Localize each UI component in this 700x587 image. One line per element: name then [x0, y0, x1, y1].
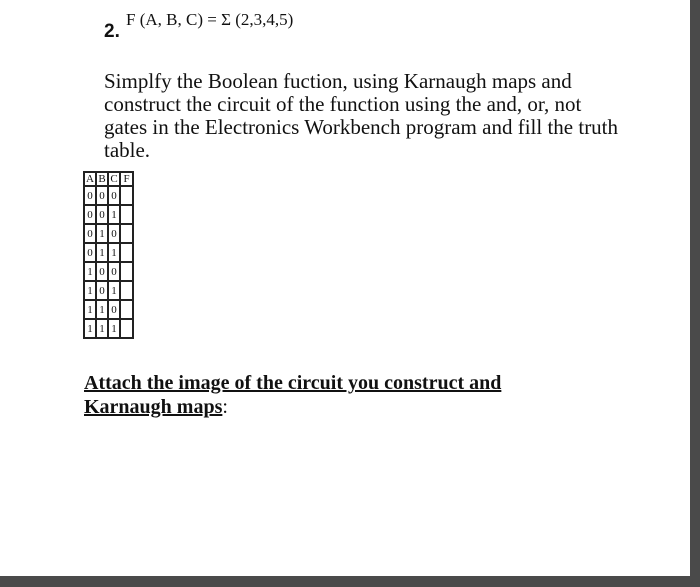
truth-table-header-row [84, 172, 133, 186]
cell-b: 1 [96, 224, 108, 243]
cell-a: 0 [84, 243, 96, 262]
cell-b: 1 [96, 300, 108, 319]
cell-a: 1 [84, 300, 96, 319]
cell-a: 0 [84, 186, 96, 205]
page-right-border [690, 0, 700, 587]
cell-f[interactable] [120, 224, 133, 243]
cell-f[interactable] [120, 205, 133, 224]
cell-c: 0 [108, 300, 120, 319]
question-number: 2. [104, 21, 120, 42]
table-row [84, 205, 133, 224]
table-row [84, 300, 133, 319]
cell-b: 1 [96, 243, 108, 262]
header-b: B [96, 172, 108, 186]
header-a: A [84, 172, 96, 186]
cell-b: 0 [96, 281, 108, 300]
attach-instruction-colon: : [222, 396, 228, 418]
table-row [84, 243, 133, 262]
table-row [84, 262, 133, 281]
cell-f[interactable] [120, 186, 133, 205]
cell-c: 0 [108, 262, 120, 281]
table-row [84, 281, 133, 300]
header-c: C [108, 172, 120, 186]
cell-b: 1 [96, 319, 108, 338]
cell-a: 0 [84, 205, 96, 224]
cell-b: 0 [96, 186, 108, 205]
attach-instruction [84, 371, 584, 419]
cell-c: 0 [108, 224, 120, 243]
cell-c: 1 [108, 205, 120, 224]
cell-a: 1 [84, 262, 96, 281]
question-instructions: Simplfy the Boolean fuction, using Karnaugh maps and construct the circuit of the function using the and, or, not gates in the Electronics Workbench program and fill the truth table. [104, 69, 619, 162]
cell-c: 1 [108, 243, 120, 262]
cell-f[interactable] [120, 319, 133, 338]
cell-a: 1 [84, 319, 96, 338]
header-f: F [120, 172, 133, 186]
cell-f[interactable] [120, 300, 133, 319]
page-bottom-border [0, 576, 700, 587]
cell-f[interactable] [120, 281, 133, 300]
cell-b: 0 [96, 205, 108, 224]
cell-f[interactable] [120, 262, 133, 281]
cell-f[interactable] [120, 243, 133, 262]
truth-table [83, 171, 134, 339]
cell-a: 0 [84, 224, 96, 243]
cell-a: 1 [84, 281, 96, 300]
table-row [84, 319, 133, 338]
cell-c: 1 [108, 319, 120, 338]
cell-c: 1 [108, 281, 120, 300]
table-row [84, 224, 133, 243]
boolean-function-formula: F (A, B, C) = Σ (2,3,4,5) [126, 10, 294, 29]
cell-b: 0 [96, 262, 108, 281]
attach-instruction-text: Attach the image of the circuit you construct and Karnaugh maps [84, 372, 502, 418]
table-row [84, 186, 133, 205]
cell-c: 0 [108, 186, 120, 205]
